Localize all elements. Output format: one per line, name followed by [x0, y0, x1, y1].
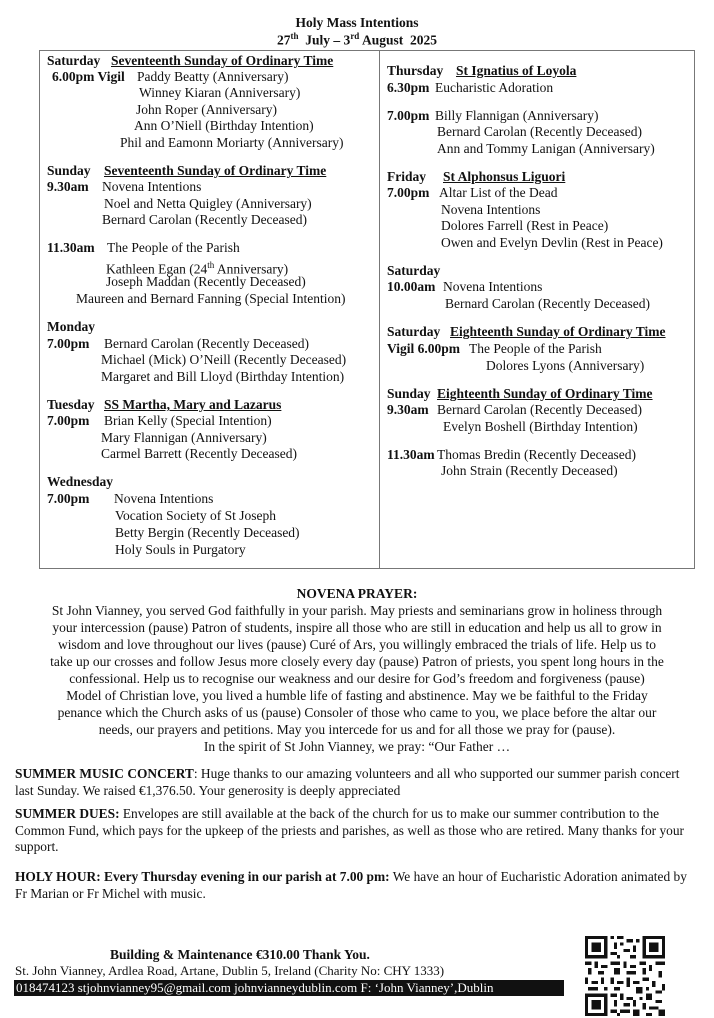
day-label: Monday — [47, 319, 96, 334]
holy-hour-heading: HOLY HOUR: Every Thursday evening in our parish at 7.00 pm: — [15, 869, 390, 884]
concert-notice — [15, 766, 699, 799]
intention: Dolores Farrell (Rest in Peace) — [441, 218, 609, 233]
holy-hour-notice — [15, 869, 699, 902]
concert-heading: SUMMER MUSIC CONCERT — [15, 766, 194, 781]
intention: The People of the Parish — [469, 341, 602, 356]
feast-title: Eighteenth Sunday of Ordinary Time — [450, 324, 666, 339]
intention: Kathleen Egan (24th Anniversary) — [106, 260, 289, 277]
mass-time: 11.30am — [47, 240, 95, 255]
novena-line: confessional. Help us to recognise our weakness and our desire for God’s freedom and forgiveness (pause) — [69, 671, 645, 686]
mass-time: 6.30pm — [387, 80, 430, 95]
novena-title: NOVENA PRAYER: — [296, 586, 418, 601]
parish-address: St. John Vianney, Ardlea Road, Artane, Dublin 5, Ireland (Charity No: CHY 1333) — [15, 963, 445, 978]
feast-title: Seventeenth Sunday of Ordinary Time — [104, 163, 327, 178]
intention: Michael (Mick) O’Neill (Recently Deceased) — [101, 352, 347, 367]
day-label: Saturday — [387, 324, 441, 339]
intention: Novena Intentions — [114, 491, 214, 506]
intention: Novena Intentions — [441, 202, 541, 217]
mass-time: 6.00pm Vigil — [52, 69, 125, 84]
day-label: Sunday — [47, 163, 91, 178]
intention: Novena Intentions — [443, 279, 543, 294]
novena-line: your intercession (pause) Patron of students, inspire all those who are still in education and help us all to grow in — [52, 620, 662, 635]
mass-time: 7.00pm — [47, 413, 90, 428]
date-range: 27th July – 3rd August 2025 — [277, 31, 437, 48]
intention: Margaret and Bill Lloyd (Birthday Intention) — [101, 369, 345, 384]
mass-time: 11.30am — [387, 447, 435, 462]
intention: Eucharistic Adoration — [435, 80, 554, 95]
mass-time: 7.00pm — [387, 108, 430, 123]
day-label: Saturday — [387, 263, 441, 278]
intention: Holy Souls in Purgatory — [115, 542, 246, 557]
intention: Novena Intentions — [102, 179, 202, 194]
feast-title: St Alphonsus Liguori — [443, 169, 566, 184]
intention: Noel and Netta Quigley (Anniversary) — [104, 196, 312, 211]
dues-body: Envelopes are still available at the back of the church for us to make our summer contribution to the Common Fund, which pays for the upkeep of the priests and parishes, as well as those who are retired. Many thanks for your support. — [15, 806, 685, 854]
day-label: Saturday — [47, 53, 101, 68]
novena-line: wisdom and love throughout our lives (pause) Curé of Ars, you willingly embraced the trials of life. Help us to — [57, 637, 656, 652]
novena-line: St John Vianney, you served God faithfully in your parish. May priests and seminarians grow in holiness through — [51, 603, 663, 618]
intention: Mary Flannigan (Anniversary) — [101, 430, 267, 445]
feast-title: Eighteenth Sunday of Ordinary Time — [437, 386, 653, 401]
intention: Maureen and Bernard Fanning (Special Intention) — [76, 291, 346, 306]
intention: Joseph Maddan (Recently Deceased) — [106, 274, 306, 289]
mass-time: 9.30am — [387, 402, 429, 417]
intention: The People of the Parish — [107, 240, 240, 255]
intention: Brian Kelly (Special Intention) — [104, 413, 272, 428]
intention: Carmel Barrett (Recently Deceased) — [101, 446, 298, 461]
novena-line: penance which the Church asks of us (pause) Consoler of those who came to you, we place before the altar our — [57, 705, 657, 720]
intention: Owen and Evelyn Devlin (Rest in Peace) — [441, 235, 663, 250]
intention: Thomas Bredin (Recently Deceased) — [437, 447, 637, 462]
intention: Billy Flannigan (Anniversary) — [435, 108, 599, 123]
mass-time: 10.00am — [387, 279, 436, 294]
intention: Phil and Eamonn Moriarty (Anniversary) — [120, 135, 344, 150]
novena-line: needs, our prayers and petitions. May you intercede for us and for all those we pray for (pause). — [98, 722, 616, 737]
intention: Bernard Carolan (Recently Deceased) — [437, 124, 643, 139]
day-label: Tuesday — [47, 397, 95, 412]
intention: John Roper (Anniversary) — [136, 102, 277, 117]
column-divider — [379, 50, 380, 569]
mass-time: 7.00pm — [47, 491, 90, 506]
day-label: Wednesday — [47, 474, 114, 489]
intention: Dolores Lyons (Anniversary) — [486, 358, 645, 373]
intention: Ann O’Niell (Birthday Intention) — [134, 118, 314, 133]
intention: Betty Bergin (Recently Deceased) — [115, 525, 300, 540]
building-maintenance: Building & Maintenance €310.00 Thank You. — [110, 947, 370, 962]
intention: Winney Kiaran (Anniversary) — [139, 85, 301, 100]
page-title: Holy Mass Intentions — [295, 15, 419, 30]
dues-heading: SUMMER DUES: — [15, 806, 120, 821]
mass-time: 7.00pm — [47, 336, 90, 351]
intention: Vocation Society of St Joseph — [115, 508, 276, 523]
intention: Altar List of the Dead — [439, 185, 558, 200]
intention: Bernard Carolan (Recently Deceased) — [437, 402, 643, 417]
intention: Evelyn Boshell (Birthday Intention) — [443, 419, 638, 434]
novena-line: Model of Christian love, you lived a humble life of fasting and abstinence. May we be faithful to the Friday — [66, 688, 648, 703]
feast-title: St Ignatius of Loyola — [456, 63, 577, 78]
dues-notice — [15, 806, 699, 856]
holy-hour-body: We have an hour of Eucharistic Adoration animated by Fr Marian or Fr Michel with music. — [15, 869, 687, 901]
mass-time: 7.00pm — [387, 185, 430, 200]
contact-bar: 018474123 stjohnvianney95@gmail.com johnvianneydublin.com F: ‘John Vianney’,Dublin — [14, 980, 564, 996]
intention: Bernard Carolan (Recently Deceased) — [104, 336, 310, 351]
novena-line: take up our crosses and follow Jesus more closely every day (pause) Patron of priests, you spent long hours in the — [50, 654, 664, 669]
intention: John Strain (Recently Deceased) — [441, 463, 618, 478]
novena-line: In the spirit of St John Vianney, we pray: “Our Father … — [203, 739, 511, 754]
day-label: Sunday — [387, 386, 431, 401]
intention: Ann and Tommy Lanigan (Anniversary) — [437, 141, 655, 156]
day-label: Friday — [387, 169, 426, 184]
day-label: Thursday — [387, 63, 444, 78]
mass-time: 9.30am — [47, 179, 89, 194]
intention: Paddy Beatty (Anniversary) — [137, 69, 289, 84]
qr-code-icon — [585, 936, 665, 1016]
concert-body: : Huge thanks to our amazing volunteers and all who supported our summer parish concert last Sunday. We raised €1,376.50. Your generosity is deeply appreciated — [15, 766, 680, 798]
feast-title: Seventeenth Sunday of Ordinary Time — [111, 53, 334, 68]
intention: Bernard Carolan (Recently Deceased) — [102, 212, 308, 227]
intention: Bernard Carolan (Recently Deceased) — [445, 296, 651, 311]
mass-time: Vigil 6.00pm — [387, 341, 461, 356]
feast-title: SS Martha, Mary and Lazarus — [104, 397, 282, 412]
